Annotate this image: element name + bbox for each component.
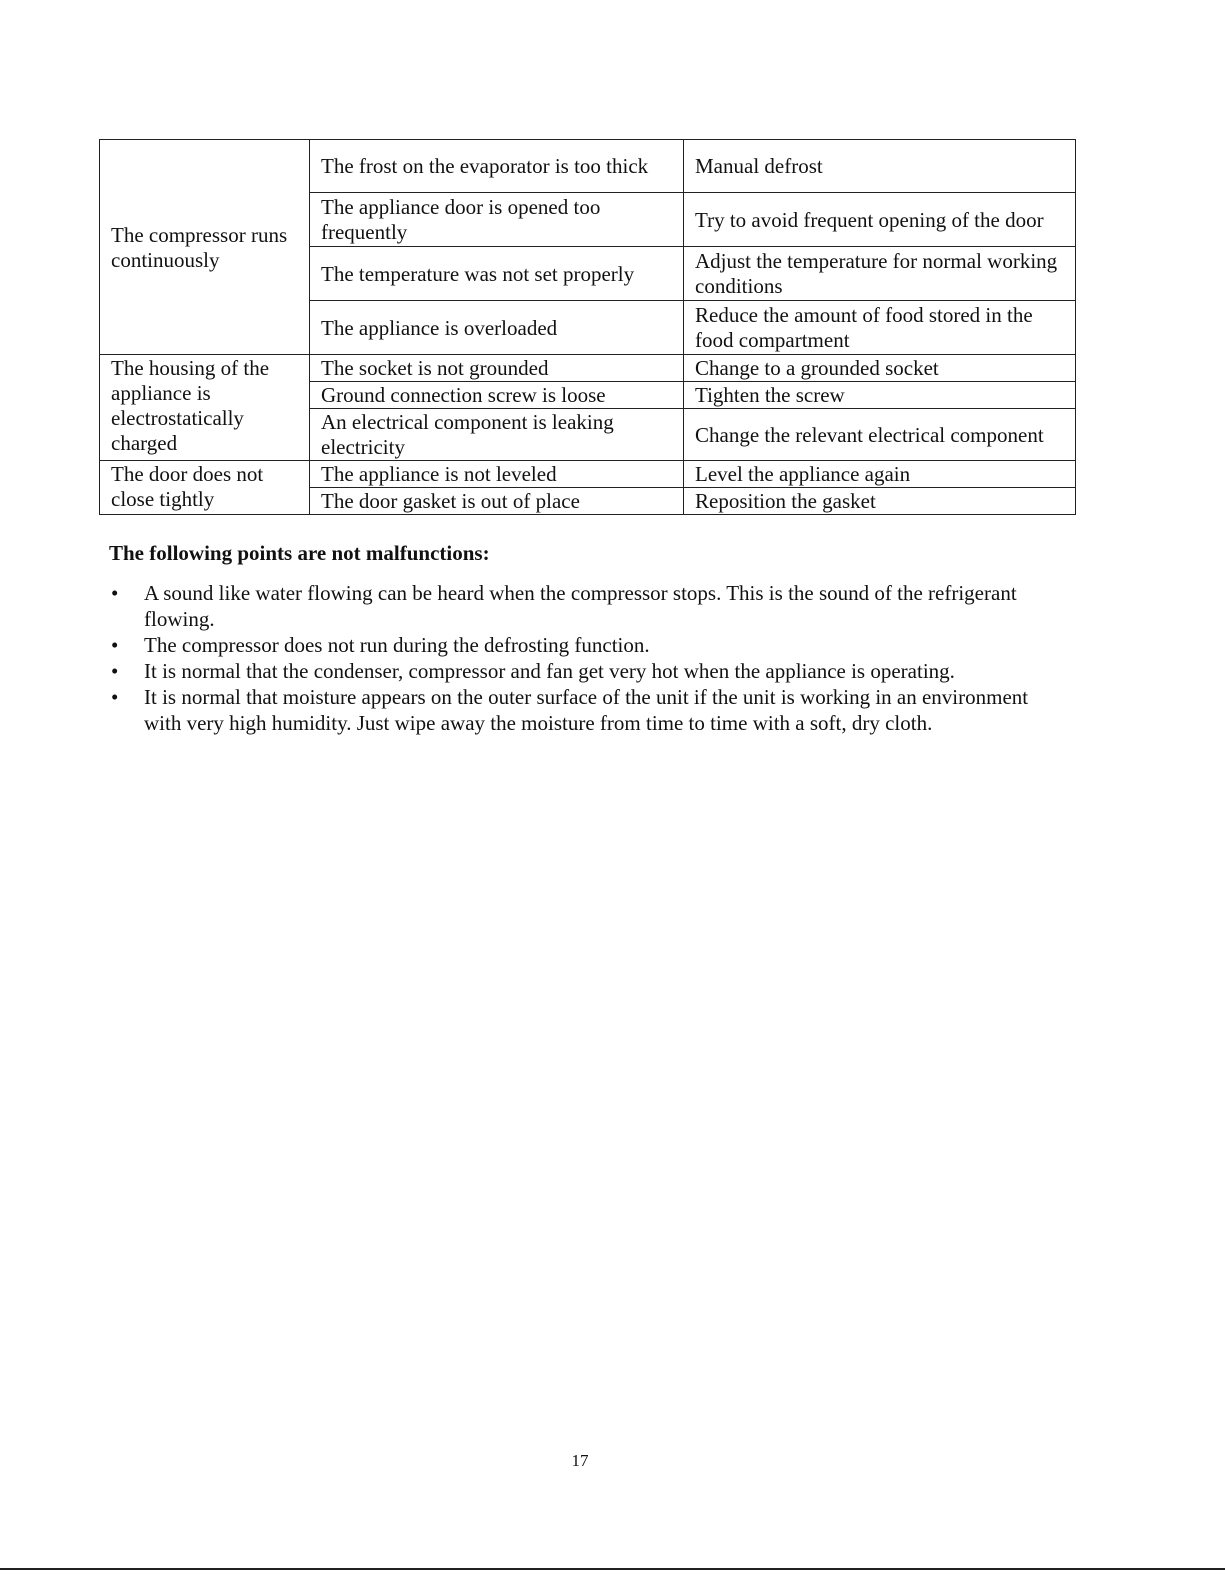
cause-cell: The appliance is not leveled	[310, 461, 684, 488]
table-row	[100, 461, 1076, 488]
solution-cell: Manual defrost	[684, 140, 1076, 193]
problem-cell: The housing of the appliance is electrostatically charged	[100, 355, 310, 461]
notes-list	[109, 580, 1049, 736]
list-item	[109, 632, 1049, 658]
note-text: A sound like water flowing can be heard when the compressor stops. This is the sound of the refrigerant flowing.	[144, 581, 1017, 631]
cause-cell: An electrical component is leaking electricity	[310, 409, 684, 461]
table-row	[100, 140, 1076, 193]
bullet-icon: •	[111, 685, 119, 709]
cause-cell: The frost on the evaporator is too thick	[310, 140, 684, 193]
solution-cell: Adjust the temperature for normal working conditions	[684, 247, 1076, 301]
cause-cell: Ground connection screw is loose	[310, 382, 684, 409]
note-text: The compressor does not run during the defrosting function.	[144, 633, 650, 657]
bullet-icon: •	[111, 581, 119, 605]
note-text: It is normal that the condenser, compressor and fan get very hot when the appliance is operating.	[144, 659, 955, 683]
cause-cell: The socket is not grounded	[310, 355, 684, 382]
table-row	[100, 355, 1076, 382]
bullet-icon: •	[111, 659, 119, 683]
cause-cell: The appliance door is opened too frequently	[310, 193, 684, 247]
problem-cell: The door does not close tightly	[100, 461, 310, 515]
solution-cell: Level the appliance again	[684, 461, 1076, 488]
bullet-icon: •	[111, 633, 119, 657]
list-item	[109, 658, 1049, 684]
solution-cell: Change the relevant electrical component	[684, 409, 1076, 461]
notes-heading: The following points are not malfunctions:	[109, 541, 490, 565]
page-number: 17	[571, 1451, 589, 1470]
solution-cell: Change to a grounded socket	[684, 355, 1076, 382]
solution-cell: Try to avoid frequent opening of the door	[684, 193, 1076, 247]
scan-edge-divider	[0, 1568, 1225, 1570]
cause-cell: The appliance is overloaded	[310, 301, 684, 355]
solution-cell: Reposition the gasket	[684, 488, 1076, 515]
cause-cell: The temperature was not set properly	[310, 247, 684, 301]
solution-cell: Reduce the amount of food stored in the food compartment	[684, 301, 1076, 355]
problem-cell: The compressor runs continuously	[100, 140, 310, 355]
solution-cell: Tighten the screw	[684, 382, 1076, 409]
cause-cell: The door gasket is out of place	[310, 488, 684, 515]
list-item	[109, 684, 1049, 736]
note-text: It is normal that moisture appears on the outer surface of the unit if the unit is working in an environment with very high humidity. Just wipe away the moisture from time to time with a soft, dry cloth.	[144, 685, 1029, 735]
list-item	[109, 580, 1049, 632]
troubleshooting-table	[99, 139, 1076, 515]
